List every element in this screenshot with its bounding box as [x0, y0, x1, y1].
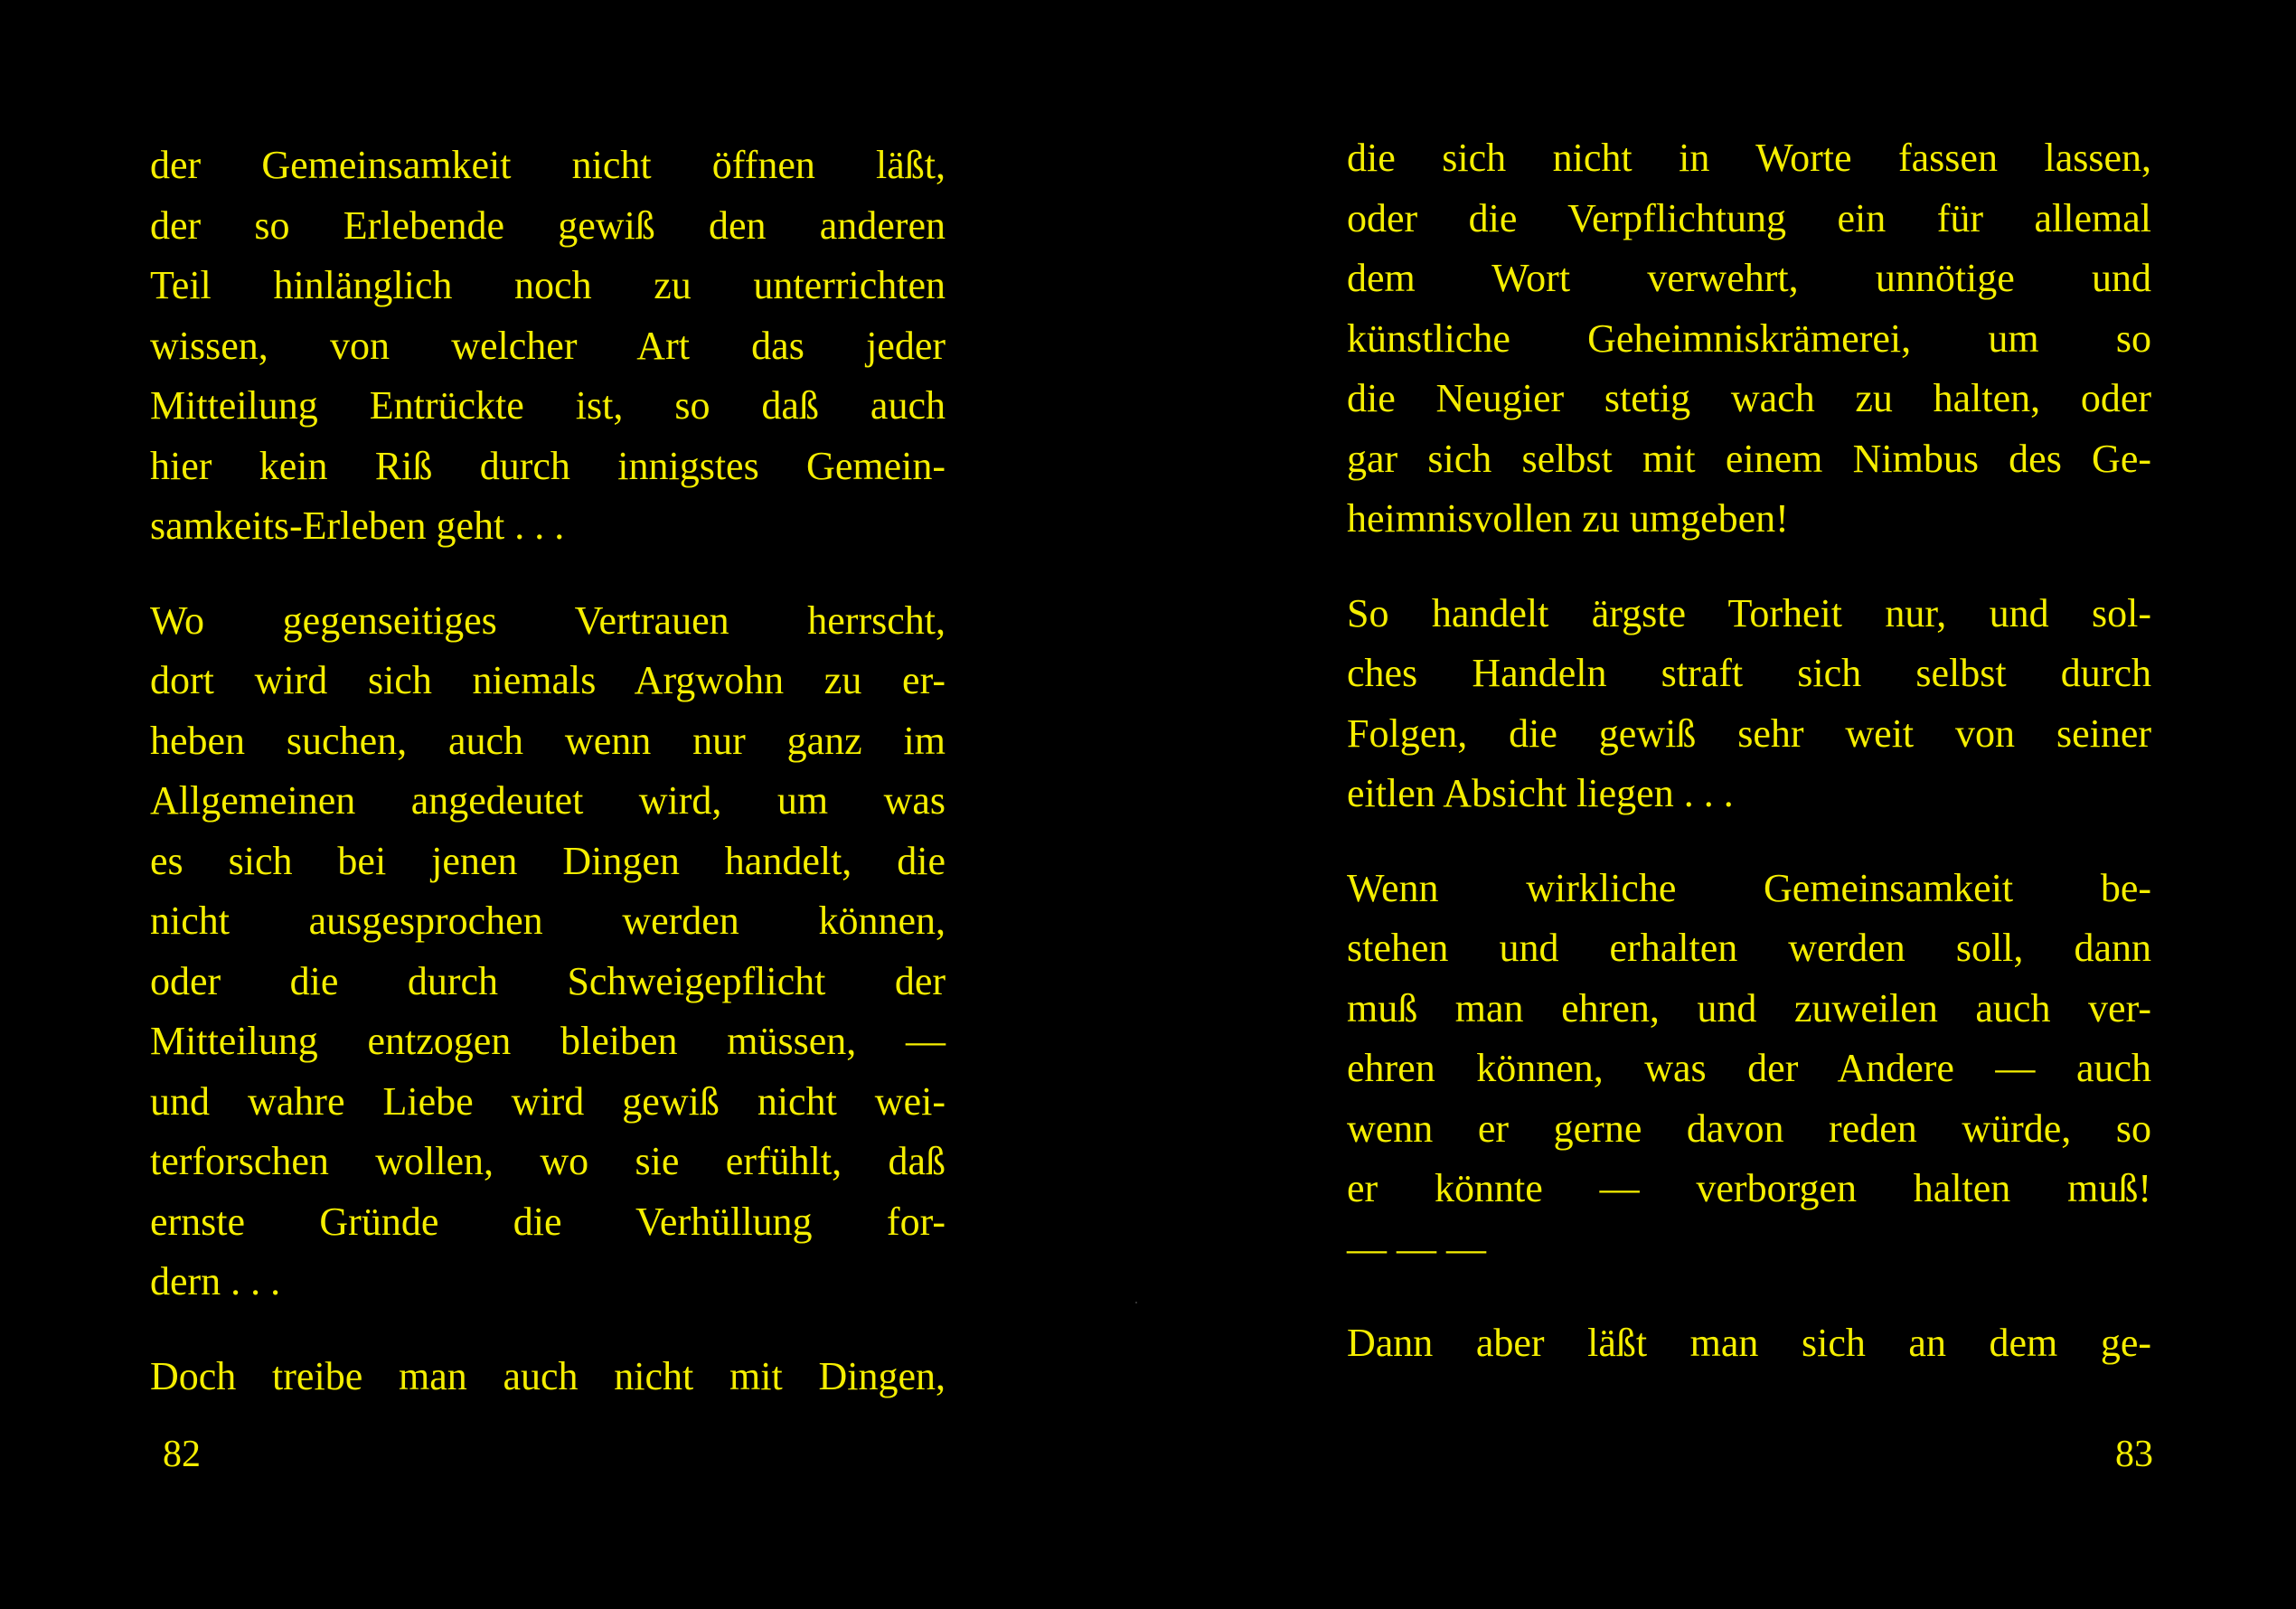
text-line: wissen, von welcher Art das jeder	[150, 323, 946, 368]
text-line: die Neugier stetig wach zu halten, oder	[1347, 376, 2151, 420]
text-line: heben suchen, auch wenn nur ganz im	[150, 718, 946, 763]
text-line: heimnisvollen zu umgeben!	[1347, 496, 1789, 541]
text-line: Wenn wirkliche Gemeinsamkeit be-	[1347, 865, 2151, 910]
text-line: gar sich selbst mit einem Nimbus des Ge-	[1347, 436, 2151, 481]
text-line: künstliche Geheimniskrämerei, um so	[1347, 315, 2151, 361]
text-line: es sich bei jenen Dingen handelt, die	[150, 838, 946, 883]
text-line: ches Handeln straft sich selbst durch	[1347, 651, 2151, 695]
text-line: muß man ehren, und zuweilen auch ver-	[1347, 985, 2151, 1030]
paragraph	[150, 1347, 946, 1407]
text-line: dort wird sich niemals Argwohn zu er-	[150, 658, 946, 702]
text-line: er könnte — verborgen halten muß!	[1347, 1166, 2151, 1210]
text-line: Wo gegenseitiges Vertrauen herrscht,	[150, 597, 946, 643]
page-number: 82	[163, 1434, 201, 1475]
text-line: wenn er gerne davon reden würde, so	[1347, 1106, 2151, 1151]
text-line: Dann aber läßt man sich an dem ge-	[1347, 1321, 2151, 1365]
text-line: die sich nicht in Worte fassen lassen,	[1347, 136, 2151, 180]
text-line: stehen und erhalten werden soll, dann	[1347, 926, 2151, 970]
paragraph	[150, 591, 946, 1313]
text-line: ernste Gründe die Verhüllung for-	[150, 1199, 946, 1244]
text-line: Allgemeinen angedeutet wird, um was	[150, 778, 946, 823]
paragraph	[1347, 584, 2151, 824]
text-line: So handelt ärgste Torheit nur, und sol-	[1347, 590, 2151, 635]
text-line: hier kein Riß durch innigstes Gemein-	[150, 443, 946, 488]
paragraph	[1347, 1313, 2151, 1374]
text-line: der Gemeinsamkeit nicht öffnen läßt,	[150, 143, 946, 187]
text-line: dem Wort verwehrt, unnötige und	[1347, 256, 2151, 300]
paragraph	[150, 136, 946, 557]
text-line: Doch treibe man auch nicht mit Dingen,	[150, 1353, 946, 1398]
text-line: ehren können, was der Andere — auch	[1347, 1046, 2151, 1090]
text-line: oder die durch Schweigepflicht der	[150, 958, 946, 1003]
text-line: nicht ausgesprochen werden können,	[150, 899, 946, 943]
paragraph	[1347, 859, 2151, 1280]
text-line: oder die Verpflichtung ein für allemal	[1347, 195, 2151, 240]
right-page-text	[1347, 128, 2151, 1408]
text-line: eitlen Absicht liegen . . .	[1347, 771, 1734, 815]
page-number: 83	[2115, 1434, 2153, 1475]
text-line: — — —	[1347, 1226, 1486, 1271]
text-line: Teil hinlänglich noch zu unterrichten	[150, 263, 946, 307]
text-line: Mitteilung entzogen bleiben müssen, —	[150, 1019, 946, 1063]
text-line: Folgen, die gewiß sehr weit von seiner	[1347, 710, 2151, 756]
text-line: dern . . .	[150, 1259, 281, 1303]
text-line: terforschen wollen, wo sie erfühlt, daß	[150, 1139, 946, 1183]
text-line: Mitteilung Entrückte ist, so daß auch	[150, 383, 946, 428]
text-line: samkeits-Erleben geht . . .	[150, 503, 565, 548]
gutter-speck	[1135, 1302, 1137, 1303]
right-page	[1148, 0, 2296, 1609]
paragraph	[1347, 128, 2151, 550]
left-page-text	[150, 136, 946, 1441]
text-line: und wahre Liebe wird gewiß nicht wei-	[150, 1078, 946, 1124]
text-line: der so Erlebende gewiß den anderen	[150, 202, 946, 248]
